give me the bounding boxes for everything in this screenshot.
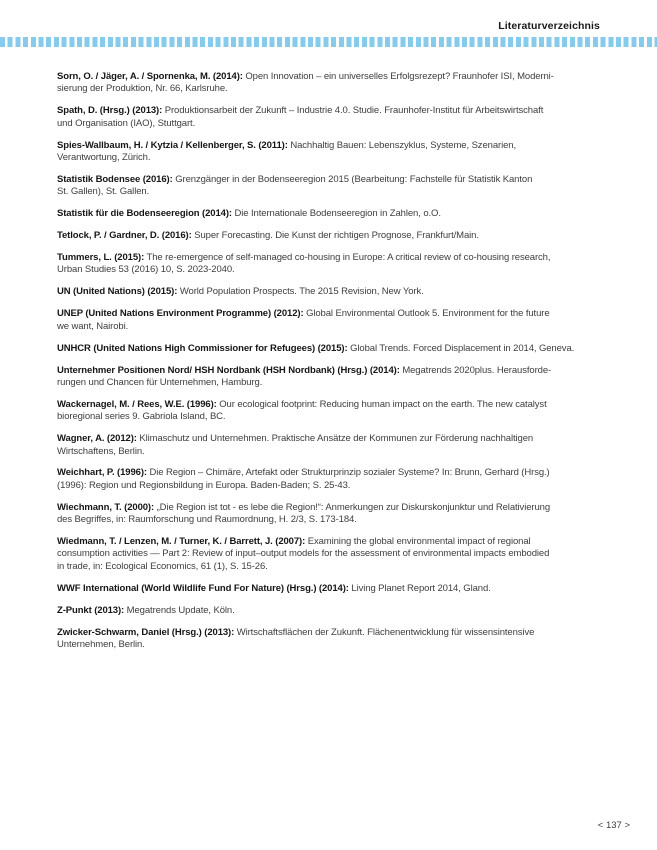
entry-text: Our ecological footprint: Reducing human impact on the earth. The new catalyst xyxy=(219,398,547,410)
entry-text: (1996): Region und Regionsbildung in Europa. Baden-Baden; S. 25-43. xyxy=(57,479,351,491)
dashed-divider xyxy=(0,37,657,47)
entry-label: UNEP (United Nations Environment Programme) (2012): xyxy=(57,308,304,320)
bibliography-entry xyxy=(57,399,605,424)
entry-label: Statistik für die Bodenseeregion (2014): xyxy=(57,208,232,220)
entry-label: Zwicker-Schwarm, Daniel (Hrsg.) (2013): xyxy=(57,626,235,638)
entry-text: Examining the global environmental impact of regional xyxy=(307,536,531,548)
bibliography-entry xyxy=(57,433,605,458)
page-number: < 137 > xyxy=(597,820,630,831)
entry-line xyxy=(57,536,605,548)
entry-text: Wirtschaftens, Berlin. xyxy=(57,445,145,457)
bibliography-entry xyxy=(57,174,605,199)
entry-text: The re-emergence of self-managed co-housing in Europe: A critical review of co-housing research, xyxy=(146,252,551,264)
entry-line xyxy=(57,365,605,377)
entry-line xyxy=(57,308,605,320)
entry-label: Weichhart, P. (1996): xyxy=(57,467,147,479)
entry-text: Die Region – Chimäre, Artefakt oder Strukturprinzip sozialer Systeme? In: Brunn, Gerhard (Hrsg.) xyxy=(149,467,550,479)
entry-label: Wiechmann, T. (2000): xyxy=(57,501,155,513)
entry-line xyxy=(57,467,605,479)
entry-line xyxy=(57,627,605,639)
entry-label: Statistik Bodensee (2016): xyxy=(57,173,173,185)
entry-text: consumption activities — Part 2: Review of input–output models for the assessment of environmental impacts embodied xyxy=(57,548,550,560)
entry-line xyxy=(57,208,605,220)
bibliography-list xyxy=(57,71,605,661)
entry-text: Klimaschutz und Unternehmen. Praktische Ansätze der Kommunen zur Förderung nachhaltigen xyxy=(139,433,534,445)
entry-line xyxy=(57,105,605,117)
entry-text: St. Gallen), St. Gallen. xyxy=(57,186,150,198)
entry-text: Megatrends 2020plus. Herausforde- xyxy=(402,364,552,376)
entry-line xyxy=(57,433,605,445)
entry-line xyxy=(57,583,605,595)
bibliography-entry xyxy=(57,230,605,242)
entry-label: Z-Punkt (2013): xyxy=(57,604,125,616)
entry-line xyxy=(57,71,605,83)
entry-label: Wagner, A. (2012): xyxy=(57,433,137,445)
entry-label: UN (United Nations) (2015): xyxy=(57,286,178,298)
bibliography-entry xyxy=(57,308,605,333)
entry-text: bioregional series 9. Gabriola Island, BC. xyxy=(57,411,226,423)
entry-label: Unternehmer Positionen Nord/ HSH Nordbank (HSH Nordbank) (Hrsg.) (2014): xyxy=(57,364,400,376)
entry-text: Die Internationale Bodenseeregion in Zahlen, o.O. xyxy=(234,208,441,220)
entry-line xyxy=(57,286,605,298)
bibliography-entry xyxy=(57,140,605,165)
entry-text: des Begriffes, in: Raumforschung und Raumordnung, H. 2/3, S. 173-184. xyxy=(57,514,357,526)
bibliography-entry xyxy=(57,502,605,527)
entry-text: Urban Studies 53 (2016) 10, S. 2023-2040. xyxy=(57,264,235,276)
bibliography-entry xyxy=(57,286,605,298)
entry-line xyxy=(57,140,605,152)
entry-label: UNHCR (United Nations High Commissioner for Refugees) (2015): xyxy=(57,342,348,354)
bibliography-entry xyxy=(57,71,605,96)
bibliography-entry xyxy=(57,105,605,130)
entry-label: WWF International (World Wildlife Fund For Nature) (Hrsg.) (2014): xyxy=(57,582,349,594)
entry-text: we want, Nairobi. xyxy=(57,320,129,332)
entry-label: Tetlock, P. / Gardner, D. (2016): xyxy=(57,230,192,242)
bibliography-entry xyxy=(57,536,605,573)
entry-text: Grenzgänger in der Bodenseeregion 2015 (Bearbeitung: Fachstelle für Statistik Kanton xyxy=(175,173,533,185)
entry-text: Global Environmental Outlook 5. Environment for the future xyxy=(306,308,550,320)
entry-line xyxy=(57,252,605,264)
bibliography-entry xyxy=(57,627,605,652)
entry-label: Tummers, L. (2015): xyxy=(57,252,145,264)
entry-line xyxy=(57,230,605,242)
entry-text: rungen und Chancen für Unternehmen, Hamburg. xyxy=(57,376,263,388)
entry-label: Sorn, O. / Jäger, A. / Spornenka, M. (2014): xyxy=(57,71,243,82)
entry-text: Unternehmen, Berlin. xyxy=(57,639,145,650)
entry-text: Wirtschaftsflächen der Zukunft. Flächenentwicklung für wissensintensive xyxy=(236,626,535,638)
entry-label: Wiedmann, T. / Lenzen, M. / Turner, K. / Barrett, J. (2007): xyxy=(57,536,306,548)
bibliography-entry xyxy=(57,208,605,220)
entry-text: Living Planet Report 2014, Gland. xyxy=(351,582,491,594)
entry-label: Spies-Wallbaum, H. / Kytzia / Kellenberger, S. (2011): xyxy=(57,139,288,151)
entry-text: Open Innovation – ein universelles Erfolgsrezept? Fraunhofer ISI, Moderni- xyxy=(245,71,554,82)
bibliography-entry xyxy=(57,343,605,355)
entry-line xyxy=(57,605,605,617)
entry-line xyxy=(57,174,605,186)
bibliography-entry xyxy=(57,252,605,277)
entry-text: Nachhaltig Bauen: Lebenszyklus, Systeme, Szenarien, xyxy=(290,139,516,151)
entry-text: und Organisation (IAO), Stuttgart. xyxy=(57,117,196,129)
bibliography-entry xyxy=(57,583,605,595)
entry-line xyxy=(57,343,605,355)
bibliography-entry xyxy=(57,365,605,390)
entry-text: Super Forecasting. Die Kunst der richtigen Prognose, Frankfurt/Main. xyxy=(194,230,479,242)
bibliography-entry xyxy=(57,467,605,492)
bibliography-entry xyxy=(57,605,605,617)
entry-line xyxy=(57,399,605,411)
entry-text: „Die Region ist tot - es lebe die Region!“: Anmerkungen zur Diskurskonjunktur und Relativierung xyxy=(156,501,551,513)
entry-text: in trade, in: Ecological Economics, 61 (1), S. 15-26. xyxy=(57,560,268,572)
page-title: Literaturverzeichnis xyxy=(498,20,600,32)
entry-label: Spath, D. (Hrsg.) (2013): xyxy=(57,105,163,117)
entry-line xyxy=(57,502,605,514)
entry-text: Produktionsarbeit der Zukunft – Industrie 4.0. Studie. Fraunhofer-Institut für Arbeitswirtschaft xyxy=(164,105,544,117)
entry-label: Wackernagel, M. / Rees, W.E. (1996): xyxy=(57,398,217,410)
entry-text: Verantwortung, Zürich. xyxy=(57,152,151,164)
entry-text: Megatrends Update, Köln. xyxy=(126,604,235,616)
entry-text: sierung der Produktion, Nr. 66, Karlsruhe. xyxy=(57,83,228,95)
entry-text: Global Trends. Forced Displacement in 2014, Geneva. xyxy=(350,342,575,354)
entry-text: World Population Prospects. The 2015 Revision, New York. xyxy=(179,286,424,298)
